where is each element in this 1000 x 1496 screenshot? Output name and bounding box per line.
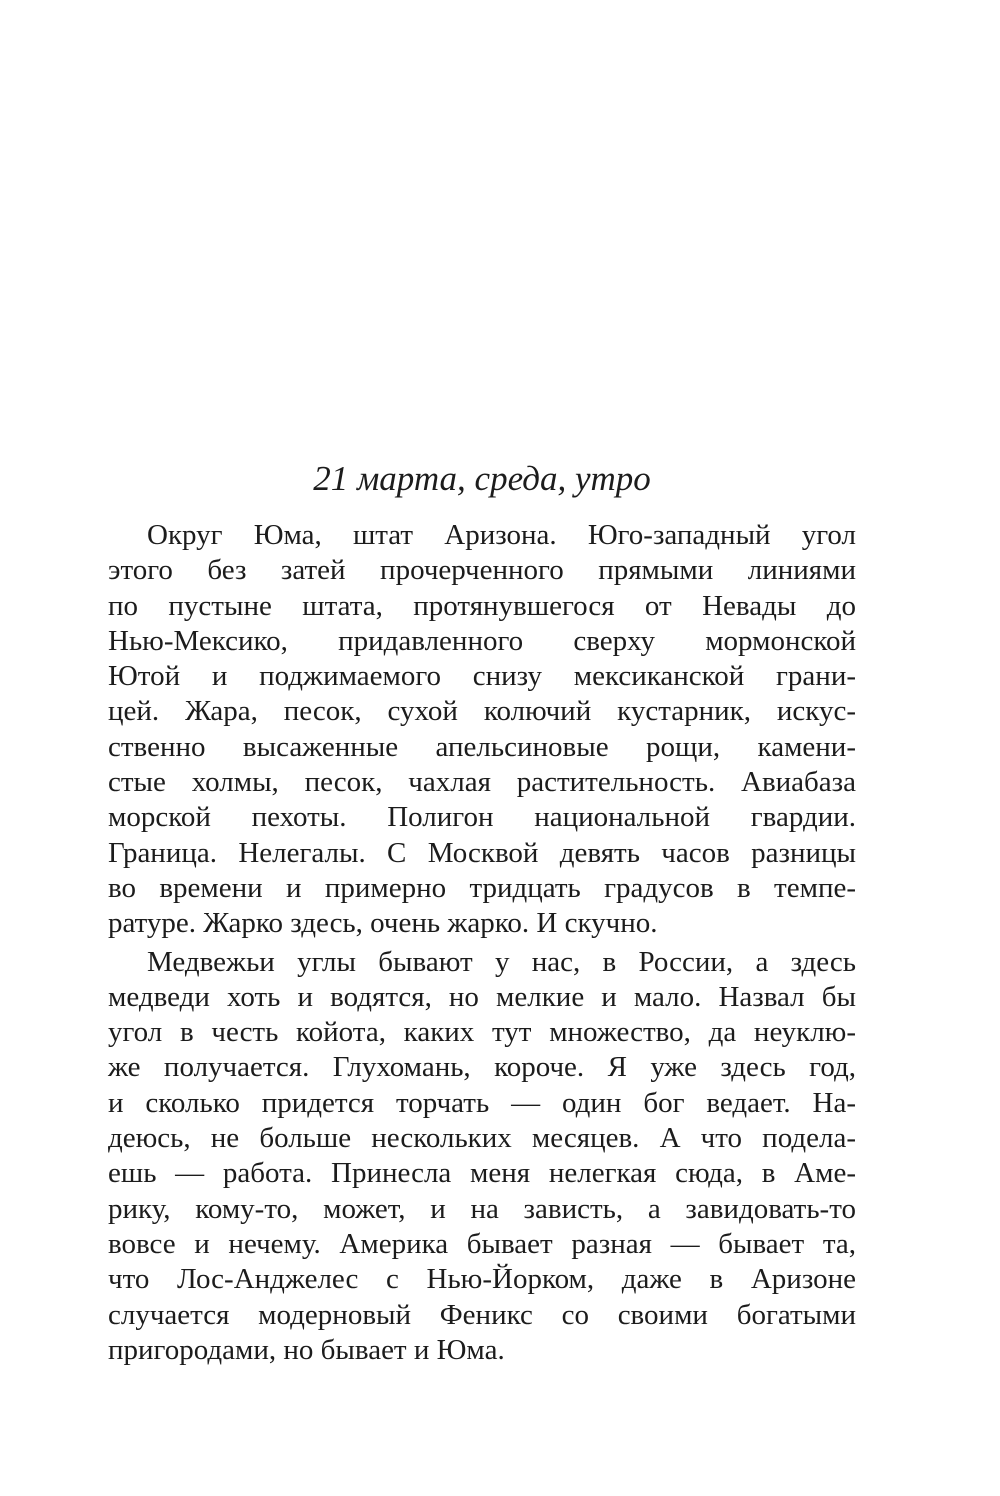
text-line: рику, кому-то, может, и на зависть, а завидовать-то <box>108 1192 856 1225</box>
paragraph-2 <box>108 945 856 1369</box>
text-line: Нью-Мексико, придавленного сверху мормонской <box>108 624 856 657</box>
text-line: вовсе и нечему. Америка бывает разная — бывает та, <box>108 1227 856 1260</box>
text-line: Округ Юма, штат Аризона. Юго-западный угол <box>147 519 856 551</box>
text-line: ратуре. Жарко здесь, очень жарко. И скучно. <box>108 907 658 940</box>
text-line: случается модерновый Феникс со своими богатыми <box>108 1298 856 1331</box>
text-line: Медвежьи углы бывают у нас, в России, а здесь <box>147 945 856 978</box>
page-text-block <box>108 518 856 1368</box>
text-line: морской пехоты. Полигон национальной гвардии. <box>108 801 856 834</box>
text-line: деюсь, не больше нескольких месяцев. А что подела- <box>108 1122 856 1155</box>
text-line: медведи хоть и водятся, но мелкие и мало. Назвал бы <box>108 980 856 1013</box>
text-line: ственно высаженные апельсиновые рощи, камени- <box>108 730 856 763</box>
text-line: Граница. Нелегалы. С Москвой девять часов разницы <box>108 836 856 869</box>
text-line: и сколько придется торчать — один бог ведает. На- <box>108 1086 856 1119</box>
text-line: же получается. Глухомань, короче. Я уже здесь год, <box>108 1051 856 1084</box>
text-line: этого без затей прочерченного прямыми линиями <box>108 554 856 587</box>
text-line: во времени и примерно тридцать градусов в темпе- <box>108 871 856 904</box>
text-line: по пустыне штата, протянувшегося от Невады до <box>108 589 856 622</box>
text-line: что Лос-Анджелес с Нью-Йорком, даже в Аризоне <box>108 1263 856 1296</box>
text-line: цей. Жара, песок, сухой колючий кустарник, искус- <box>108 695 856 728</box>
text-line: пригородами, но бывает и Юма. <box>108 1333 505 1366</box>
text-line: стые холмы, песок, чахлая растительность. Авиабаза <box>108 766 856 799</box>
text-line: Ютой и поджимаемого снизу мексиканской грани- <box>108 660 856 693</box>
text-line: ешь — работа. Принесла меня нелегкая сюда, в Аме- <box>108 1157 856 1190</box>
chapter-date-heading: 21 марта, среда, утро <box>313 459 651 498</box>
paragraph-1 <box>108 518 856 942</box>
text-line: угол в честь койота, каких тут множество, да неуклю- <box>108 1016 856 1049</box>
